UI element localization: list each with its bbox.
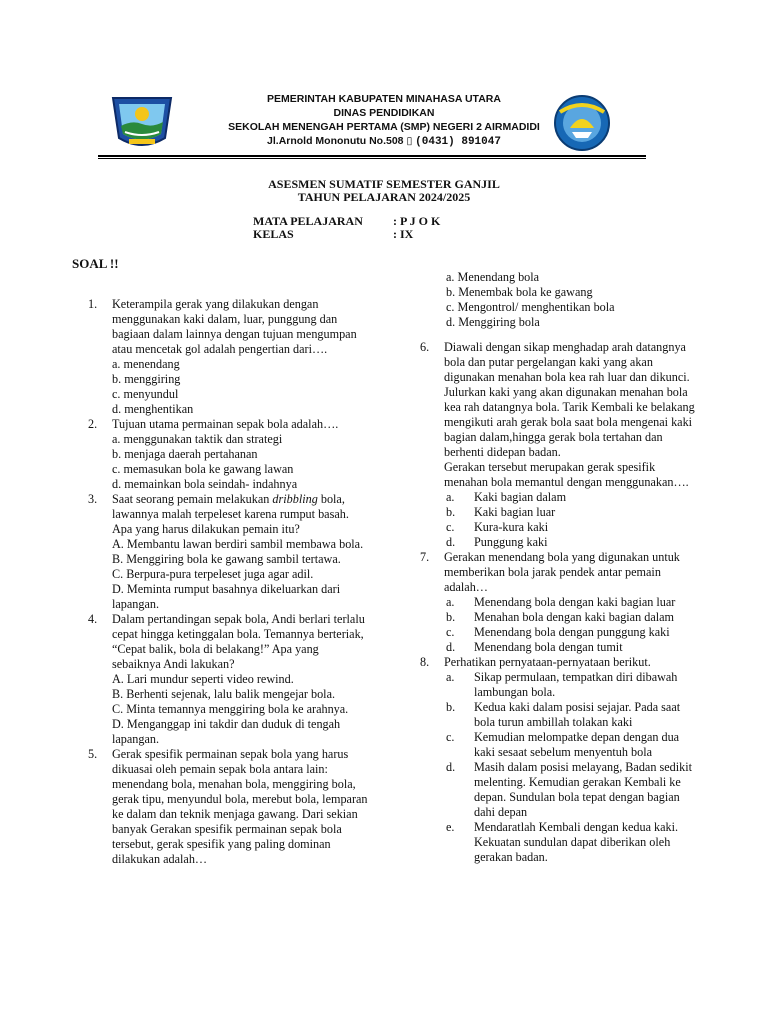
question-stem: Dalam pertandingan sepak bola, Andi berlari terlalu cepat hingga ketinggalan bola. Temannya berteriak, “Cepat balik, bola di belakang!” Apa yang sebaiknya Andi lakukan? [112, 612, 365, 671]
question-number: 7. [420, 550, 430, 564]
option: a. Menendang bola [446, 270, 540, 284]
school-address-line [0, 134, 768, 149]
header-divider-thin [98, 158, 646, 159]
school-address: Jl.Arnold Mononutu No.508 [267, 135, 404, 147]
question-1 [88, 297, 370, 357]
option: c. Kura-kura kaki [446, 520, 549, 534]
option: d. Menggiring bola [446, 315, 540, 329]
option: d. menghentikan [112, 402, 194, 416]
question-8 [420, 655, 702, 670]
right-column [420, 270, 702, 865]
option: C. Berpura-pura terpeleset juga agar adil. [112, 567, 314, 581]
class-value: : IX [393, 227, 414, 241]
exam-title [0, 178, 768, 204]
question-6 [420, 340, 702, 490]
question-stem: Keterampila gerak yang dilakukan dengan menggunakan kaki dalam, luar, punggung dan bagiaan dalam lainnya dengan tujuan mengumpan atau mencetak gol adalah pengertian dari…. [112, 297, 357, 356]
question-stem: Saat seorang pemain melakukan dribbling bola, lawannya malah terpeleset karena rumput basah. Apa yang harus dilakukan pemain itu? [112, 492, 349, 536]
option: c. Menendang bola dengan punggung kaki [446, 625, 670, 639]
questions-heading: SOAL !! [72, 256, 119, 271]
question-5 [88, 747, 370, 867]
left-column [88, 297, 370, 867]
question-stem: Gerak spesifik permainan sepak bola yang harus dikuasai oleh pemain sepak bola antara lain: menendang bola, menahan bola, menggiring bola, gerak tipu, menyundul bola, merebut bola, lemparan ke dalam dan teknik menjaga gawang. Dari sekian banyak Gerakan spesifik permainan sepak bola tersebut, gerak spesifik yang paling dominan dilakukan adalah… [112, 747, 368, 866]
statement: c. Kemudian melompatke depan dengan dua kaki sesaat sebelum menyentuh bola [446, 730, 680, 759]
question-stem: Gerakan menendang bola yang digunakan untuk memberikan bola jarak pendek antar pemain adalah… [444, 550, 680, 594]
option: b. menggiring [112, 372, 181, 386]
question-stem: Perhatikan pernyataan-pernyataan berikut. [444, 655, 651, 669]
question-number: 3. [88, 492, 98, 506]
option: A. Lari mundur seperti video rewind. [112, 672, 294, 686]
option: a. menendang [112, 357, 180, 371]
question-number: 4. [88, 612, 98, 626]
question-7 [420, 550, 702, 595]
option: C. Minta temannya menggiring bola ke arahnya. [112, 702, 349, 716]
exam-title-line1: ASESMEN SUMATIF SEMESTER GANJIL [268, 177, 500, 191]
statement: d. Masih dalam posisi melayang, Badan sedikit melenting. Kemudian gerakan Kembali ke depan. Sundulan bola tepat dengan bagian dahi depan [446, 760, 692, 819]
question-number: 2. [88, 417, 98, 431]
option: d. Punggung kaki [446, 535, 548, 549]
option: c. menyundul [112, 387, 179, 401]
question-4 [88, 612, 370, 672]
question-number: 5. [88, 747, 98, 761]
letterhead [0, 92, 768, 149]
option: a. Menendang bola dengan kaki bagian luar [446, 595, 676, 609]
question-number: 8. [420, 655, 430, 669]
school-name: SEKOLAH MENENGAH PERTAMA (SMP) NEGERI 2 AIRMADIDI [228, 121, 540, 133]
option: a. Kaki bagian dalam [446, 490, 567, 504]
question-stem-continued: Gerakan tersebut merupakan gerak spesifik menahan bola memantul dengan menggunakan…. [444, 460, 689, 489]
option: D. Menganggap ini takdir dan duduk di tengah lapangan. [112, 717, 341, 746]
phone-icon: ▯ [406, 135, 413, 147]
option: c. Mengontrol/ menghentikan bola [446, 300, 615, 314]
option: d. memainkan bola seindah- indahnya [112, 477, 298, 491]
statement: a. Sikap permulaan, tempatkan diri dibawah lambungan bola. [446, 670, 678, 699]
question-stem: Tujuan utama permainan sepak bola adalah…. [112, 417, 339, 431]
question-number: 6. [420, 340, 430, 354]
option: D. Meminta rumput basahnya dikeluarkan dari lapangan. [112, 582, 341, 611]
option: B. Berhenti sejenak, lalu balik mengejar bola. [112, 687, 336, 701]
option: b. Kaki bagian luar [446, 505, 556, 519]
option: a. menggunakan taktik dan strategi [112, 432, 283, 446]
option: b. Menahan bola dengan kaki bagian dalam [446, 610, 675, 624]
government-name: PEMERINTAH KABUPATEN MINAHASA UTARA [267, 93, 501, 105]
subject-value: : P J O K [393, 214, 441, 228]
question-2 [88, 417, 370, 432]
agency-name: DINAS PENDIDIKAN [333, 107, 435, 119]
option: A. Membantu lawan berdiri sambil membawa bola. [112, 537, 364, 551]
question-number: 1. [88, 297, 98, 311]
school-phone: (0431) 891047 [415, 136, 501, 148]
statement: e. Mendaratlah Kembali dengan kedua kaki. Kekuatan sundulan dapat diberikan oleh gerakan badan. [446, 820, 679, 864]
exam-title-line2: TAHUN PELAJARAN 2024/2025 [297, 190, 471, 204]
option: B. Menggiring bola ke gawang sambil tertawa. [112, 552, 341, 566]
question-3 [88, 492, 370, 537]
header-divider-thick [98, 155, 646, 157]
exam-meta [253, 215, 440, 241]
option: d. Menendang bola dengan tumit [446, 640, 623, 654]
question-stem: Diawali dengan sikap menghadap arah datangnya bola dan putar pergelangan kaki yang akan digunakan menahan bola kea rah luar dan dikunci. Julurkan kaki yang akan digunakan menahan bola kea rah datangnya bola. Tarik Kembali ke belakang mengikuti arah gerak bola saat bola mengenai kaki bagian dalam,hingga gerak bola tertahan dan berhenti didepan badan. [444, 340, 695, 459]
subject-label: MATA PELAJARAN [253, 214, 363, 228]
option: c. memasukan bola ke gawang lawan [112, 462, 294, 476]
option: b. Menembak bola ke gawang [446, 285, 593, 299]
statement: b. Kedua kaki dalam posisi sejajar. Pada saat bola turun ambillah tolakan kaki [446, 700, 681, 729]
option: b. menjaga daerah pertahanan [112, 447, 258, 461]
class-label: KELAS [253, 227, 294, 241]
